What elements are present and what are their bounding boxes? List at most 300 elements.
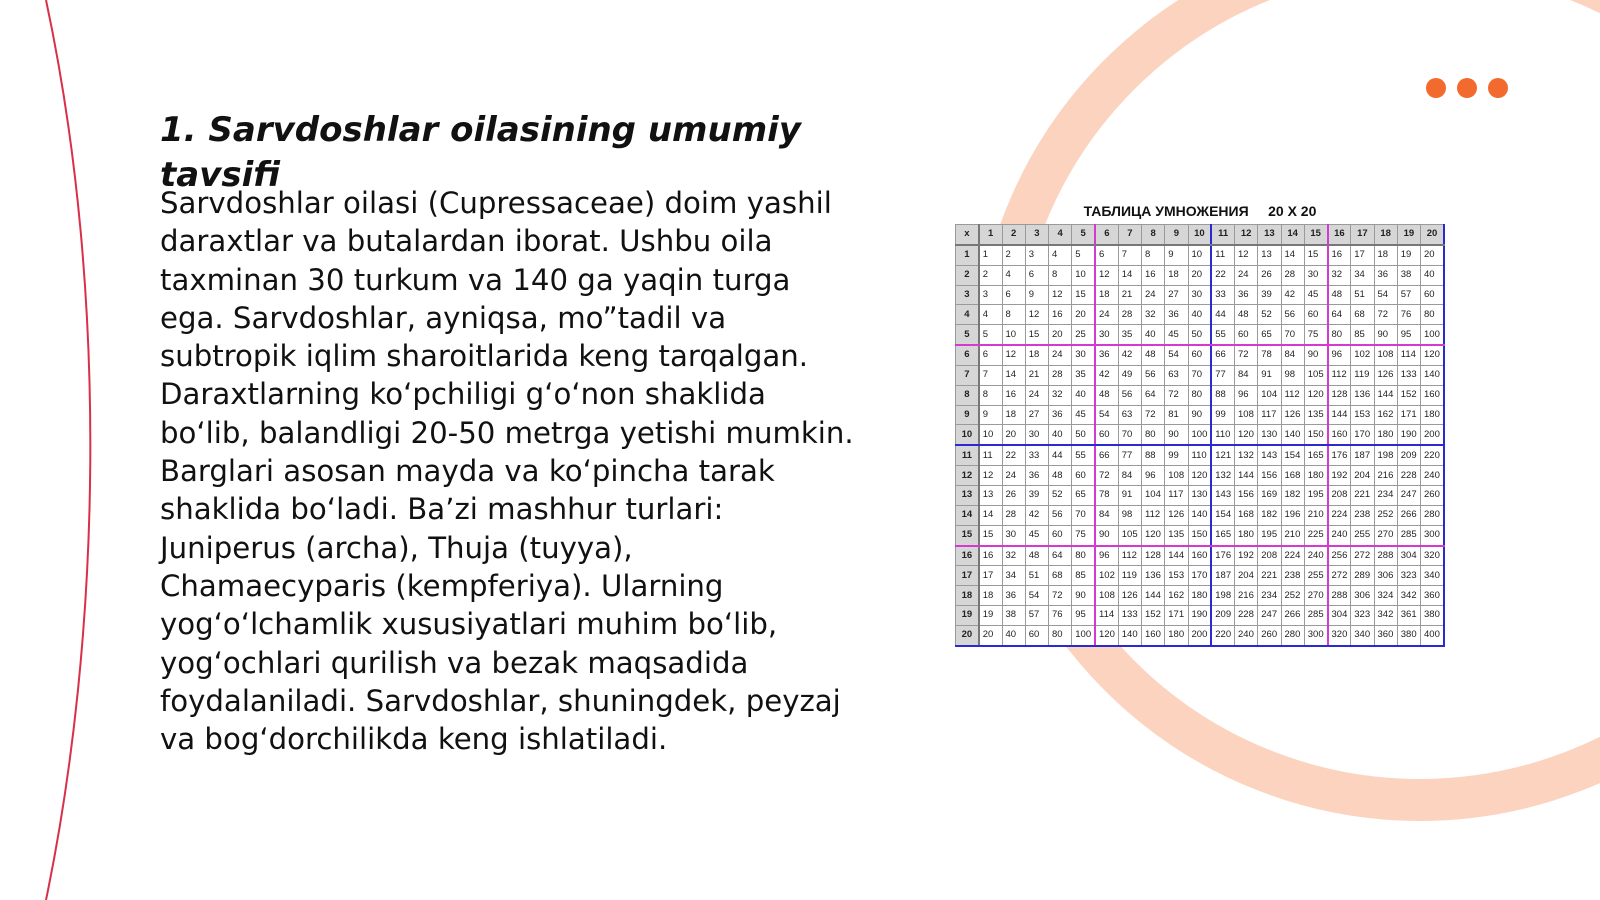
table-cell: 224 <box>1281 546 1304 566</box>
table-cell: 210 <box>1304 505 1327 525</box>
table-cell: 98 <box>1281 365 1304 385</box>
table-column-header: 19 <box>1397 225 1420 245</box>
table-row-header: 10 <box>956 425 979 445</box>
table-cell: 49 <box>1118 365 1141 385</box>
table-cell: 108 <box>1374 345 1397 365</box>
table-cell: 56 <box>1118 385 1141 405</box>
table-cell: 14 <box>1281 245 1304 265</box>
table-cell: 30 <box>1002 525 1025 545</box>
table-cell: 5 <box>979 325 1002 345</box>
table-row <box>956 365 1445 385</box>
table-cell: 280 <box>1281 625 1304 645</box>
table-cell: 16 <box>1049 305 1072 325</box>
table-cell: 55 <box>1072 445 1095 465</box>
table-cell: 60 <box>1025 625 1048 645</box>
table-cell: 32 <box>1002 546 1025 566</box>
table-cell: 176 <box>1211 546 1234 566</box>
table-cell: 266 <box>1397 505 1420 525</box>
table-cell: 112 <box>1328 365 1351 385</box>
table-cell: 88 <box>1211 385 1234 405</box>
table-row <box>956 625 1445 645</box>
table-cell: 88 <box>1142 445 1165 465</box>
table-cell: 285 <box>1397 525 1420 545</box>
table-column-header: 11 <box>1211 225 1234 245</box>
table-column-header: 13 <box>1258 225 1281 245</box>
table-cell: 75 <box>1072 525 1095 545</box>
table-cell: 220 <box>1211 625 1234 645</box>
table-cell: 105 <box>1304 365 1327 385</box>
table-row <box>956 225 1445 245</box>
table-cell: 70 <box>1188 365 1211 385</box>
table-cell: 102 <box>1351 345 1374 365</box>
table-column-header: 9 <box>1165 225 1188 245</box>
table-cell: 48 <box>1142 345 1165 365</box>
table-cell: 72 <box>1095 466 1118 486</box>
table-cell: 85 <box>1072 566 1095 586</box>
table-cell: 15 <box>1304 245 1327 265</box>
table-cell: 10 <box>979 425 1002 445</box>
table-cell: 187 <box>1351 445 1374 465</box>
table-cell: 126 <box>1118 586 1141 606</box>
table-cell: 10 <box>1072 265 1095 285</box>
table-cell: 30 <box>1095 325 1118 345</box>
table-cell: 100 <box>1072 625 1095 645</box>
table-cell: 60 <box>1235 325 1258 345</box>
table-cell: 150 <box>1304 425 1327 445</box>
table-cell: 204 <box>1235 566 1258 586</box>
table-cell: 288 <box>1374 546 1397 566</box>
table-cell: 24 <box>1002 466 1025 486</box>
table-cell: 80 <box>1142 425 1165 445</box>
table-cell: 108 <box>1235 405 1258 425</box>
table-cell: 180 <box>1165 625 1188 645</box>
table-cell: 84 <box>1118 466 1141 486</box>
table-cell: 110 <box>1211 425 1234 445</box>
table-cell: 36 <box>1165 305 1188 325</box>
table-column-header: 18 <box>1374 225 1397 245</box>
table-cell: 14 <box>979 505 1002 525</box>
table-cell: 24 <box>1235 265 1258 285</box>
table-cell: 112 <box>1142 505 1165 525</box>
table-cell: 3 <box>979 285 1002 305</box>
table-cell: 112 <box>1118 546 1141 566</box>
dots-decoration <box>1426 78 1508 98</box>
table-cell: 60 <box>1049 525 1072 545</box>
table-cell: 64 <box>1049 546 1072 566</box>
table-cell: 105 <box>1118 525 1141 545</box>
table-cell: 17 <box>979 566 1002 586</box>
table-cell: 340 <box>1351 625 1374 645</box>
table-cell: 21 <box>1025 365 1048 385</box>
table-cell: 38 <box>1397 265 1420 285</box>
table-cell: 80 <box>1049 625 1072 645</box>
table-cell: 144 <box>1235 466 1258 486</box>
table-cell: 255 <box>1351 525 1374 545</box>
table-cell: 40 <box>1072 385 1095 405</box>
table-cell: 39 <box>1025 485 1048 505</box>
table-cell: 32 <box>1142 305 1165 325</box>
table-cell: 176 <box>1328 445 1351 465</box>
table-row-header: 5 <box>956 325 979 345</box>
table-cell: 306 <box>1374 566 1397 586</box>
table-column-header: 17 <box>1351 225 1374 245</box>
table-cell: 44 <box>1211 305 1234 325</box>
slide-body-text: Sarvdoshlar oilasi (Cupressaceae) doim yashil daraxtlar va butalardan iborat. Ushbu oila taxminan 30 turkum va 140 ga yaqin turga ega. Sarvdoshlar, ayniqsa, mo”tadil va subtropik iqlim sharoitlarida keng tarqalgan. Daraxtlarning ko‘pchiligi g‘o‘non shaklida bo‘lib, balandligi 20-50 metrga yetishi mumkin. Barglari asosan mayda va ko‘pincha tarak shaklida bo‘ladi. Ba’zi mashhur turlari: Juniperus (archa), Thuja (tuyya), Chamaecyparis (kempferiya). Ularning yog‘o‘lchamlik xususiyatlari muhim bo‘lib, yog‘ochlari qurilish va bezak maqsadida foydalaniladi. Sarvdoshlar, shuningdek, peyzaj va bog‘dorchilikda keng ishlatiladi. <box>160 186 854 757</box>
table-cell: 342 <box>1397 586 1420 606</box>
table-cell: 304 <box>1328 606 1351 626</box>
table-cell: 91 <box>1258 365 1281 385</box>
table-cell: 48 <box>1095 385 1118 405</box>
table-cell: 99 <box>1165 445 1188 465</box>
table-cell: 120 <box>1095 625 1118 645</box>
table-cell: 100 <box>1188 425 1211 445</box>
table-cell: 12 <box>1235 245 1258 265</box>
table-cell: 180 <box>1374 425 1397 445</box>
table-cell: 11 <box>1211 245 1234 265</box>
table-cell: 28 <box>1049 365 1072 385</box>
table-cell: 36 <box>1095 345 1118 365</box>
table-cell: 32 <box>1328 265 1351 285</box>
table-cell: 72 <box>1142 405 1165 425</box>
table-cell: 72 <box>1049 586 1072 606</box>
table-cell: 104 <box>1258 385 1281 405</box>
table-cell: 28 <box>1002 505 1025 525</box>
table-cell: 6 <box>1025 265 1048 285</box>
left-curve <box>46 0 90 900</box>
table-cell: 8 <box>1002 305 1025 325</box>
table-cell: 15 <box>1025 325 1048 345</box>
table-cell: 19 <box>979 606 1002 626</box>
table-cell: 54 <box>1374 285 1397 305</box>
table-cell: 306 <box>1351 586 1374 606</box>
table-cell: 5 <box>1072 245 1095 265</box>
table-size-label: 20 X 20 <box>1268 203 1317 219</box>
table-row-header: 16 <box>956 546 979 566</box>
table-cell: 56 <box>1142 365 1165 385</box>
table-cell: 96 <box>1142 466 1165 486</box>
table-cell: 18 <box>1025 345 1048 365</box>
table-cell: 168 <box>1235 505 1258 525</box>
table-cell: 4 <box>1002 265 1025 285</box>
table-cell: 266 <box>1281 606 1304 626</box>
table-cell: 84 <box>1235 365 1258 385</box>
table-cell: 55 <box>1211 325 1234 345</box>
table-column-header: 8 <box>1142 225 1165 245</box>
table-cell: 95 <box>1397 325 1420 345</box>
table-cell: 165 <box>1211 525 1234 545</box>
table-cell: 238 <box>1351 505 1374 525</box>
table-cell: 40 <box>1142 325 1165 345</box>
table-cell: 18 <box>1165 265 1188 285</box>
table-cell: 96 <box>1328 345 1351 365</box>
table-row-header: 19 <box>956 606 979 626</box>
table-row <box>956 566 1445 586</box>
table-cell: 22 <box>1211 265 1234 285</box>
table-cell: 57 <box>1397 285 1420 305</box>
table-cell: 63 <box>1165 365 1188 385</box>
table-cell: 120 <box>1421 345 1445 365</box>
table-cell: 119 <box>1118 566 1141 586</box>
table-cell: 77 <box>1118 445 1141 465</box>
table-row <box>956 586 1445 606</box>
dot <box>1457 78 1477 98</box>
table-cell: 240 <box>1421 466 1445 486</box>
table-cell: 22 <box>1002 445 1025 465</box>
table-cell: 153 <box>1165 566 1188 586</box>
table-cell: 117 <box>1165 485 1188 505</box>
table-cell: 48 <box>1235 305 1258 325</box>
table-cell: 380 <box>1421 606 1445 626</box>
table-cell: 50 <box>1188 325 1211 345</box>
table-cell: 208 <box>1258 546 1281 566</box>
table-cell: 80 <box>1188 385 1211 405</box>
table-cell: 32 <box>1049 385 1072 405</box>
table-cell: 12 <box>1049 285 1072 305</box>
table-cell: 13 <box>979 485 1002 505</box>
table-cell: 120 <box>1188 466 1211 486</box>
table-cell: 119 <box>1351 365 1374 385</box>
table-cell: 42 <box>1281 285 1304 305</box>
table-cell: 68 <box>1351 305 1374 325</box>
table-cell: 110 <box>1188 445 1211 465</box>
table-cell: 2 <box>979 265 1002 285</box>
table-row-header: 8 <box>956 385 979 405</box>
table-cell: 48 <box>1328 285 1351 305</box>
table-cell: 360 <box>1421 586 1445 606</box>
table-cell: 34 <box>1002 566 1025 586</box>
table-cell: 152 <box>1142 606 1165 626</box>
table-cell: 300 <box>1421 525 1445 545</box>
table-cell: 33 <box>1025 445 1048 465</box>
table-cell: 170 <box>1188 566 1211 586</box>
table-cell: 20 <box>1072 305 1095 325</box>
table-cell: 120 <box>1142 525 1165 545</box>
table-cell: 144 <box>1328 405 1351 425</box>
table-cell: 21 <box>1118 285 1141 305</box>
table-row-header: 18 <box>956 586 979 606</box>
table-cell: 288 <box>1328 586 1351 606</box>
table-column-header: 16 <box>1328 225 1351 245</box>
dot <box>1488 78 1508 98</box>
table-cell: 84 <box>1095 505 1118 525</box>
table-cell: 270 <box>1304 586 1327 606</box>
table-cell: 16 <box>1328 245 1351 265</box>
table-cell: 121 <box>1211 445 1234 465</box>
table-cell: 285 <box>1304 606 1327 626</box>
table-cell: 38 <box>1002 606 1025 626</box>
table-cell: 99 <box>1211 405 1234 425</box>
table-cell: 170 <box>1351 425 1374 445</box>
table-cell: 182 <box>1281 485 1304 505</box>
table-cell: 260 <box>1421 485 1445 505</box>
table-cell: 78 <box>1258 345 1281 365</box>
table-cell: 300 <box>1304 625 1327 645</box>
table-cell: 135 <box>1165 525 1188 545</box>
table-cell: 340 <box>1421 566 1445 586</box>
table-cell: 7 <box>979 365 1002 385</box>
table-cell: 36 <box>1374 265 1397 285</box>
table-cell: 34 <box>1351 265 1374 285</box>
table-cell: 30 <box>1304 265 1327 285</box>
table-cell: 39 <box>1258 285 1281 305</box>
table-cell: 76 <box>1049 606 1072 626</box>
table-cell: 40 <box>1188 305 1211 325</box>
table-cell: 144 <box>1374 385 1397 405</box>
table-cell: 221 <box>1258 566 1281 586</box>
table-cell: 90 <box>1165 425 1188 445</box>
table-cell: 12 <box>1095 265 1118 285</box>
table-cell: 45 <box>1165 325 1188 345</box>
table-cell: 323 <box>1397 566 1420 586</box>
table-cell: 255 <box>1304 566 1327 586</box>
table-cell: 16 <box>1142 265 1165 285</box>
table-cell: 90 <box>1188 405 1211 425</box>
table-cell: 256 <box>1328 546 1351 566</box>
table-cell: 24 <box>1142 285 1165 305</box>
table-cell: 80 <box>1328 325 1351 345</box>
table-cell: 12 <box>1002 345 1025 365</box>
table-cell: 40 <box>1002 625 1025 645</box>
table-cell: 196 <box>1281 505 1304 525</box>
table-cell: 128 <box>1142 546 1165 566</box>
table-row <box>956 385 1445 405</box>
multiplication-table <box>955 224 1445 647</box>
table-cell: 15 <box>1072 285 1095 305</box>
table-row <box>956 485 1445 505</box>
table-cell: 154 <box>1211 505 1234 525</box>
table-cell: 8 <box>979 385 1002 405</box>
table-row-header: 1 <box>956 245 979 265</box>
table-cell: 80 <box>1421 305 1445 325</box>
table-row <box>956 445 1445 465</box>
table-cell: 68 <box>1049 566 1072 586</box>
table-cell: 28 <box>1281 265 1304 285</box>
table-cell: 114 <box>1397 345 1420 365</box>
table-cell: 60 <box>1095 425 1118 445</box>
table-cell: 180 <box>1304 466 1327 486</box>
table-cell: 40 <box>1421 265 1445 285</box>
table-cell: 10 <box>1188 245 1211 265</box>
table-cell: 108 <box>1095 586 1118 606</box>
table-cell: 204 <box>1351 466 1374 486</box>
table-cell: 280 <box>1421 505 1445 525</box>
table-cell: 25 <box>1072 325 1095 345</box>
table-cell: 180 <box>1188 586 1211 606</box>
table-cell: 90 <box>1095 525 1118 545</box>
table-cell: 20 <box>979 625 1002 645</box>
table-cell: 7 <box>1118 245 1141 265</box>
table-cell: 156 <box>1258 466 1281 486</box>
table-cell: 8 <box>1142 245 1165 265</box>
table-cell: 126 <box>1374 365 1397 385</box>
table-cell: 1 <box>979 245 1002 265</box>
table-cell: 272 <box>1351 546 1374 566</box>
table-cell: 18 <box>979 586 1002 606</box>
table-cell: 140 <box>1118 625 1141 645</box>
table-title-text: ТАБЛИЦА УМНОЖЕНИЯ <box>1083 203 1249 219</box>
table-cell: 30 <box>1025 425 1048 445</box>
table-cell: 171 <box>1165 606 1188 626</box>
table-row <box>956 425 1445 445</box>
table-cell: 165 <box>1304 445 1327 465</box>
table-cell: 126 <box>1281 405 1304 425</box>
table-cell: 6 <box>979 345 1002 365</box>
table-cell: 9 <box>1165 245 1188 265</box>
table-cell: 130 <box>1258 425 1281 445</box>
table-cell: 54 <box>1095 405 1118 425</box>
table-cell: 60 <box>1304 305 1327 325</box>
multiplication-table-title <box>955 203 1445 219</box>
table-cell: 51 <box>1025 566 1048 586</box>
table-cell: 70 <box>1118 425 1141 445</box>
table-cell: 95 <box>1072 606 1095 626</box>
table-row-header: 14 <box>956 505 979 525</box>
table-cell: 144 <box>1165 546 1188 566</box>
table-cell: 6 <box>1002 285 1025 305</box>
table-cell: 152 <box>1397 385 1420 405</box>
table-cell: 162 <box>1374 405 1397 425</box>
table-cell: 102 <box>1095 566 1118 586</box>
table-cell: 270 <box>1374 525 1397 545</box>
table-cell: 45 <box>1025 525 1048 545</box>
table-cell: 76 <box>1397 305 1420 325</box>
table-cell: 72 <box>1374 305 1397 325</box>
table-cell: 190 <box>1397 425 1420 445</box>
table-cell: 66 <box>1095 445 1118 465</box>
table-cell: 42 <box>1025 505 1048 525</box>
table-row-header: 20 <box>956 625 979 645</box>
table-cell: 52 <box>1049 485 1072 505</box>
table-cell: 168 <box>1281 466 1304 486</box>
table-cell: 78 <box>1095 485 1118 505</box>
table-row-header: 11 <box>956 445 979 465</box>
table-cell: 35 <box>1118 325 1141 345</box>
table-cell: 104 <box>1142 485 1165 505</box>
table-cell: 169 <box>1258 485 1281 505</box>
table-cell: 20 <box>1049 325 1072 345</box>
table-cell: 56 <box>1281 305 1304 325</box>
table-cell: 96 <box>1235 385 1258 405</box>
table-cell: 54 <box>1165 345 1188 365</box>
table-row <box>956 245 1445 265</box>
table-cell: 91 <box>1118 485 1141 505</box>
table-cell: 2 <box>1002 245 1025 265</box>
table-cell: 195 <box>1258 525 1281 545</box>
table-cell: 247 <box>1397 485 1420 505</box>
table-cell: 16 <box>979 546 1002 566</box>
table-column-header: 2 <box>1002 225 1025 245</box>
table-row-header: 2 <box>956 265 979 285</box>
table-row <box>956 265 1445 285</box>
table-cell: 272 <box>1328 566 1351 586</box>
table-row <box>956 405 1445 425</box>
table-cell: 12 <box>1025 305 1048 325</box>
table-cell: 48 <box>1049 466 1072 486</box>
table-cell: 66 <box>1211 345 1234 365</box>
table-cell: 40 <box>1049 425 1072 445</box>
table-cell: 260 <box>1258 625 1281 645</box>
table-cell: 60 <box>1072 466 1095 486</box>
table-cell: 198 <box>1211 586 1234 606</box>
table-cell: 19 <box>1397 245 1420 265</box>
table-cell: 240 <box>1235 625 1258 645</box>
table-cell: 30 <box>1072 345 1095 365</box>
table-column-header: 4 <box>1049 225 1072 245</box>
table-cell: 10 <box>1002 325 1025 345</box>
table-cell: 143 <box>1211 485 1234 505</box>
table-column-header: 5 <box>1072 225 1095 245</box>
table-cell: 195 <box>1304 485 1327 505</box>
